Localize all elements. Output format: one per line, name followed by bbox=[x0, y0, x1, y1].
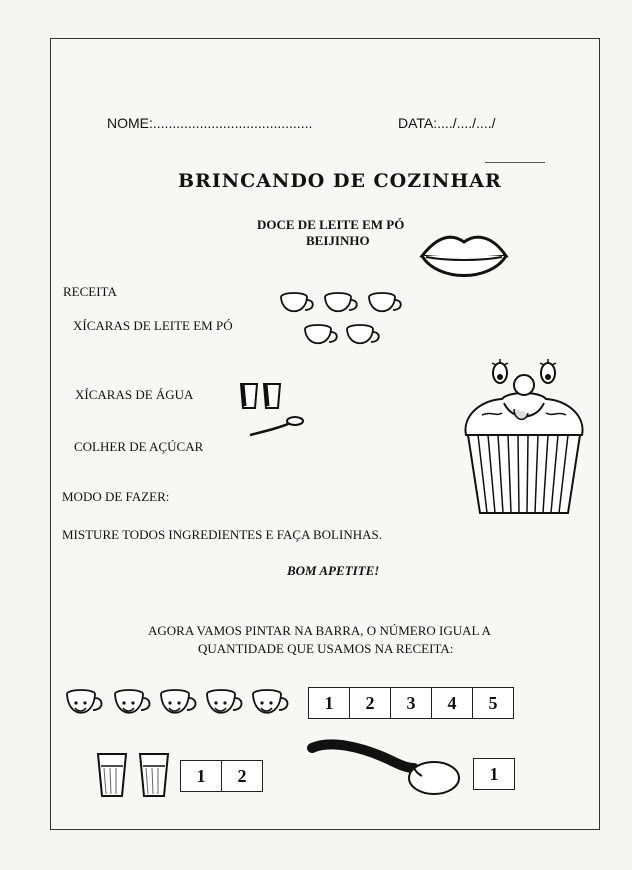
number-box-1[interactable]: 1 bbox=[473, 758, 515, 790]
spoon-icon bbox=[310, 738, 460, 800]
name-field-label: NOME:......................................... bbox=[107, 115, 313, 131]
cups-group bbox=[280, 290, 410, 360]
smiley-cups-row bbox=[66, 685, 301, 725]
date-field-label: DATA:..../..../..../ bbox=[398, 115, 496, 131]
number-box-1[interactable]: 1 bbox=[308, 687, 349, 719]
glasses-row bbox=[96, 752, 176, 800]
closing-text: BOM APETITE! bbox=[287, 563, 380, 578]
smiley-cup-icon bbox=[115, 690, 150, 713]
activity-instruction-line1: AGORA VAMOS PINTAR NA BARRA, O NÚMERO IGUAL A bbox=[148, 623, 491, 638]
divider bbox=[485, 162, 545, 163]
cup-icon bbox=[325, 293, 357, 311]
cup-icon bbox=[347, 325, 379, 343]
cup-icon bbox=[369, 293, 401, 311]
number-box-2[interactable]: 2 bbox=[349, 687, 390, 719]
recipe-name: DOCE DE LEITE EM PÓ bbox=[257, 217, 405, 232]
smiley-cup-icon bbox=[207, 690, 242, 713]
ingredient-sugar: COLHER DE AÇÚCAR bbox=[74, 439, 204, 454]
number-box-4[interactable]: 4 bbox=[431, 687, 472, 719]
recipe-label: RECEITA bbox=[63, 284, 117, 299]
cup-icon bbox=[281, 293, 313, 311]
glasses-number-bar bbox=[180, 760, 263, 792]
number-box-5[interactable]: 5 bbox=[472, 687, 514, 719]
method-text: MISTURE TODOS INGREDIENTES E FAÇA BOLINHAS. bbox=[62, 527, 382, 542]
ingredient-milk-powder: XÍCARAS DE LEITE EM PÓ bbox=[73, 318, 233, 333]
number-box-2[interactable]: 2 bbox=[221, 760, 263, 792]
glasses-group bbox=[240, 382, 286, 412]
spoon-number-bar bbox=[473, 758, 515, 790]
cups-number-bar bbox=[308, 687, 514, 719]
lips-icon bbox=[418, 228, 510, 288]
recipe-subname: BEIJINHO bbox=[306, 233, 370, 248]
smiley-cup-icon bbox=[161, 690, 196, 713]
ingredient-water: XÍCARAS DE ÁGUA bbox=[75, 387, 194, 402]
cupcake-icon bbox=[462, 355, 587, 520]
method-label: MODO DE FAZER: bbox=[62, 489, 170, 504]
spoon-icon bbox=[248, 415, 304, 439]
cup-icon bbox=[305, 325, 337, 343]
activity-instruction-line2: QUANTIDADE QUE USAMOS NA RECEITA: bbox=[198, 641, 454, 656]
number-box-3[interactable]: 3 bbox=[390, 687, 431, 719]
page-title: BRINCANDO DE COZINHAR bbox=[178, 170, 502, 192]
number-box-1[interactable]: 1 bbox=[180, 760, 221, 792]
smiley-cup-icon bbox=[67, 690, 102, 713]
smiley-cup-icon bbox=[253, 690, 288, 713]
